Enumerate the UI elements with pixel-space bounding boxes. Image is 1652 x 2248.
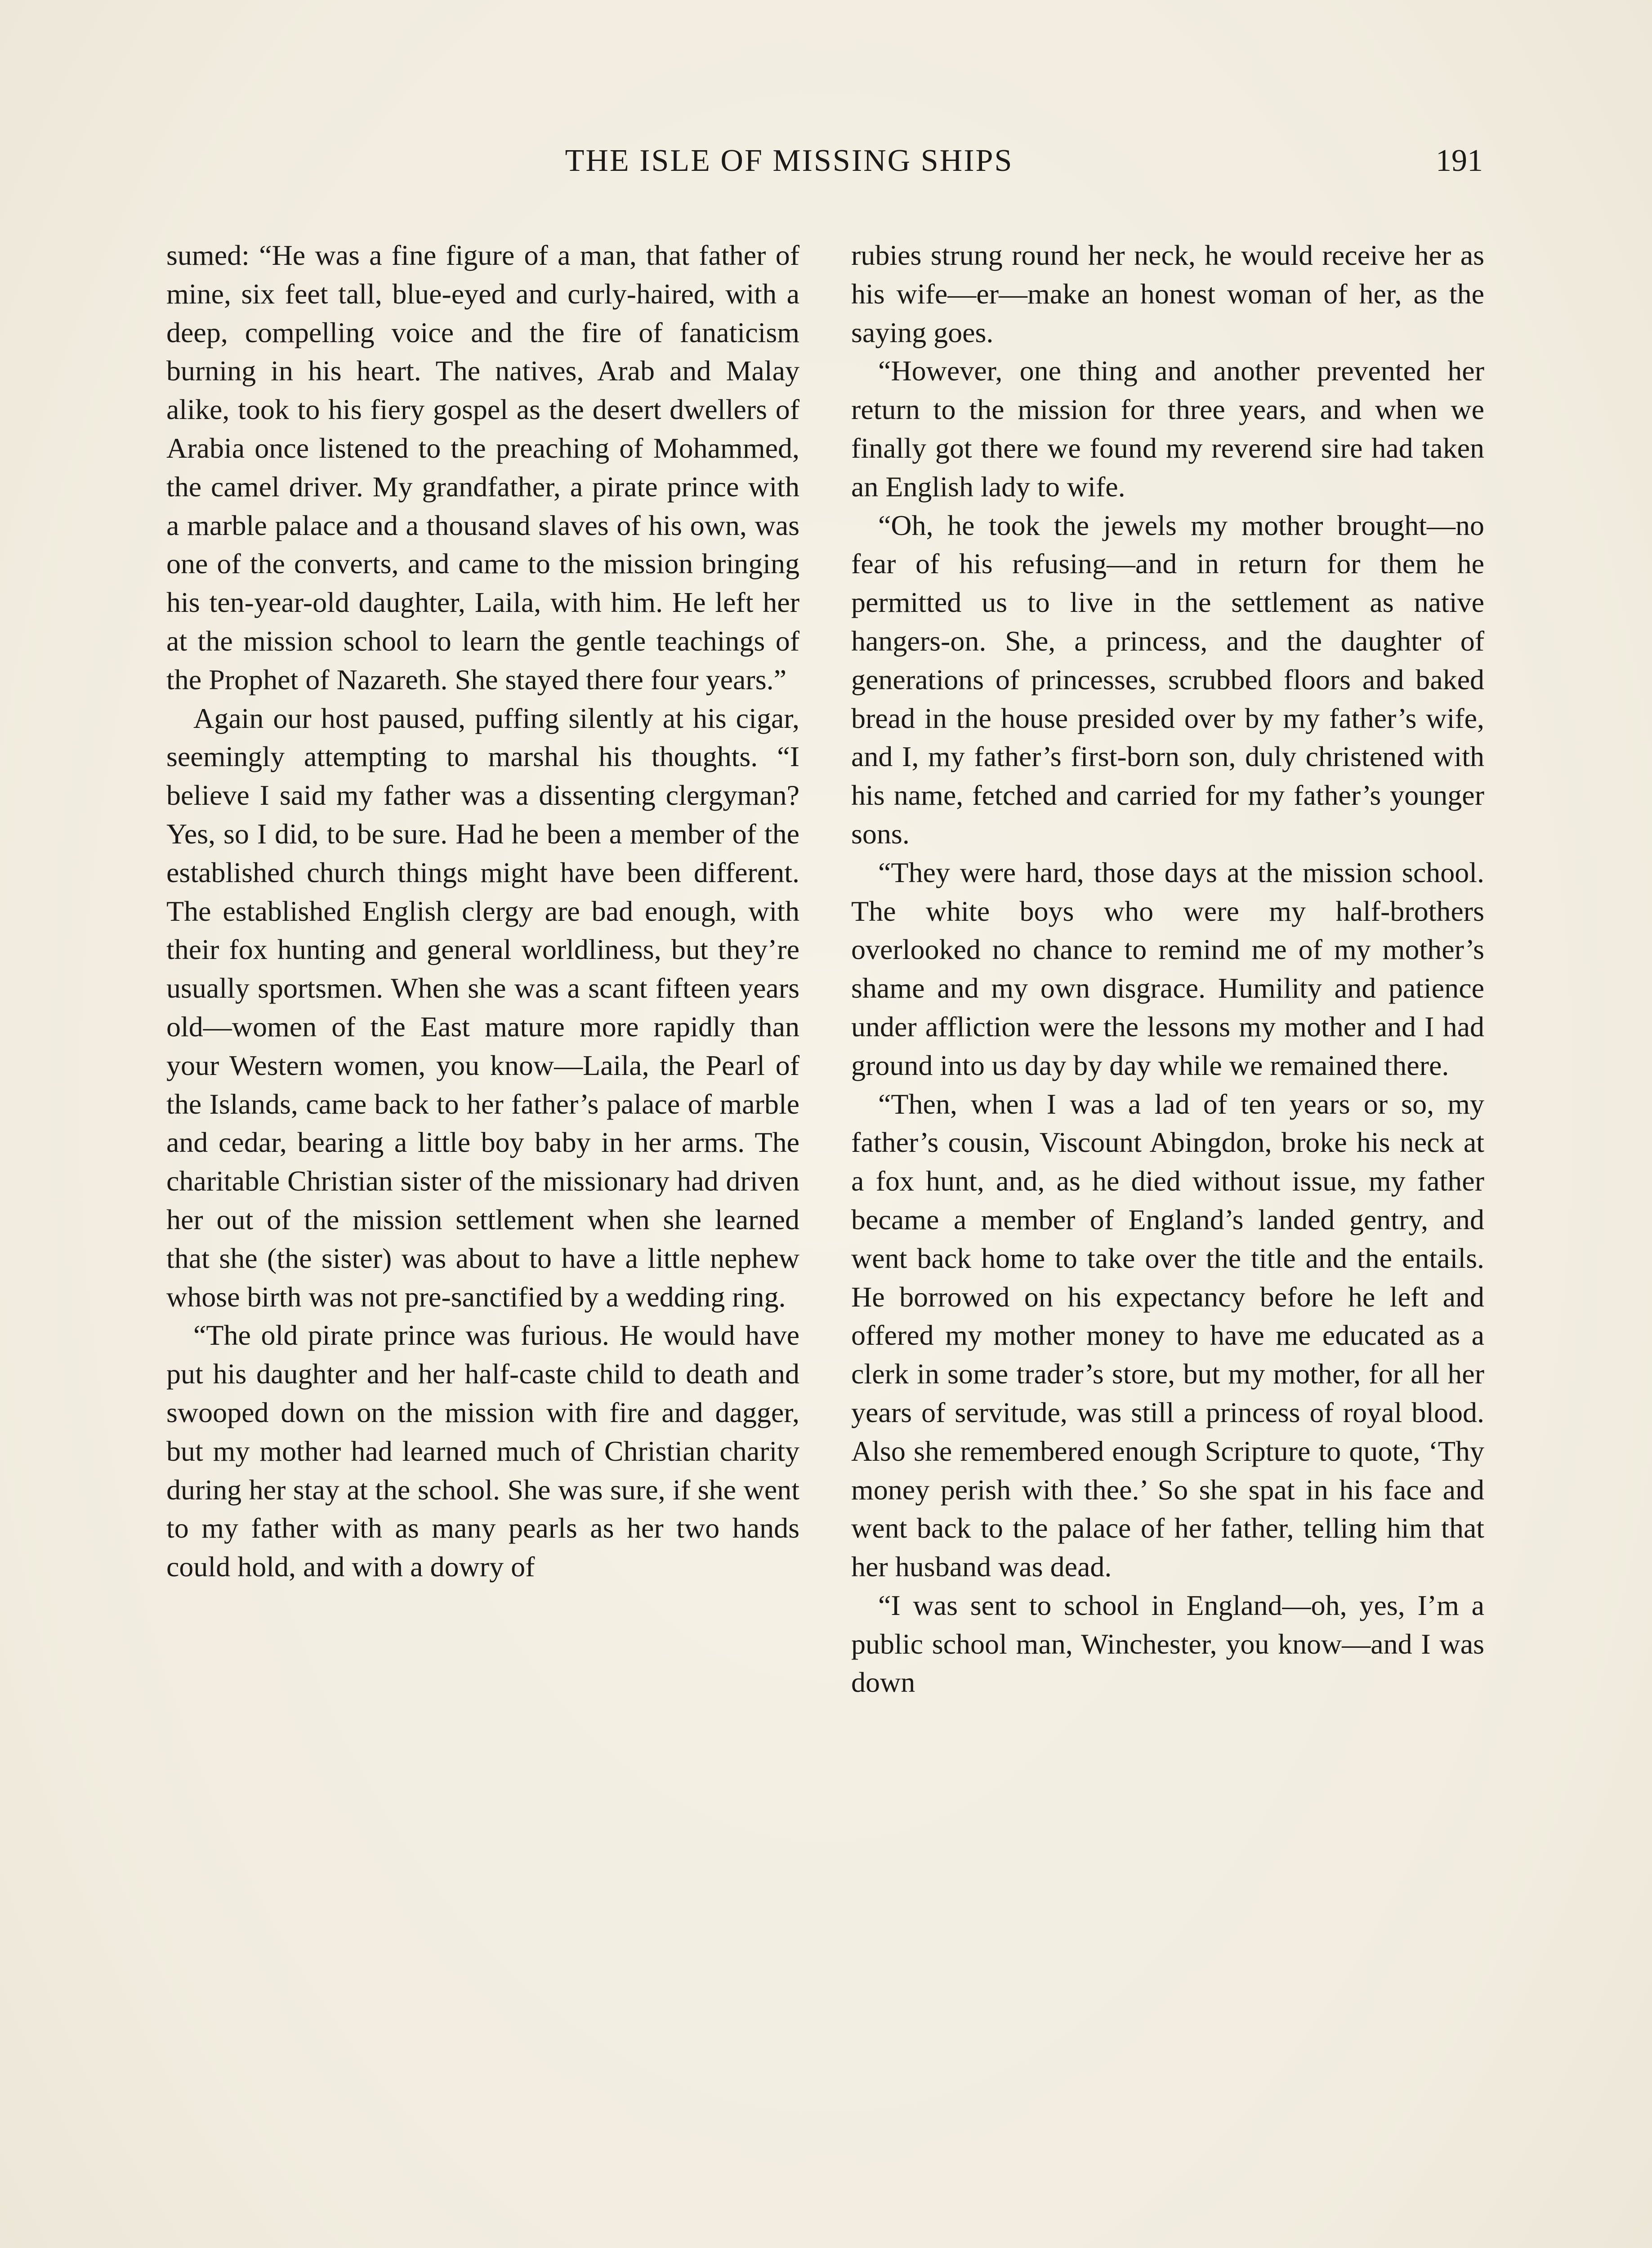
left-text-column [166,236,799,1586]
paragraph: “Oh, he took the jewels my mother brought—no fear of his refusing—and in return for them he permitted us to live in the settlement as native hangers-on. She, a princess, and the daughter of generations of princesses, scrubbed floors and baked bread in the house presided over by my father’s wife, and I, my father’s first-born son, duly christened with his name, fetched and carried for my father’s younger sons. [851,509,1484,850]
paragraph: rubies strung round her neck, he would receive her as his wife—er—make an honest woman of her, as the saying goes. [851,239,1484,348]
paragraph: “However, one thing and another prevented her return to the mission for three years, and when we finally got there we found my reverend sire had taken an English lady to wife. [851,355,1484,503]
running-head-title: THE ISLE OF MISSING SHIPS [565,143,1014,178]
paragraph: “They were hard, those days at the mission school. The white boys who were my half-brothers overlooked no chance to remind me of my mother’s shame and my own disgrace. Humility and patience under affliction were the lessons my mother and I had ground into us day by day while we remained there. [851,856,1484,1081]
paragraph: Again our host paused, puffing silently at his cigar, seemingly attempting to marshal his thoughts. “I believe I said my father was a dissenting clergyman? Yes, so I did, to be sure. Had he been a member of the established church things might have been different. The established English clergy are bad enough, with their fox hunting and general worldliness, but they’re usually sportsmen. When she was a scant fifteen years old—women of the East mature more rapidly than your Western women, you know—Laila, the Pearl of the Islands, came back to her father’s palace of marble and cedar, bearing a little boy baby in her arms. The charitable Christian sister of the missionary had driven her out of the mission settlement when she learned that she (the sister) was about to have a little nephew whose birth was not pre-sanctified by a wedding ring. [166,702,799,1313]
paragraph: “I was sent to school in England—oh, yes, I’m a public school man, Winchester, you know—and I was down [851,1589,1484,1699]
paragraph: “The old pirate prince was furious. He would have put his daughter and her half-caste child to death and swooped down on the mission with fire and dagger, but my mother had learned much of Christian charity during her stay at the school. She was sure, if she went to my father with as many pearls as her two hands could hold, and with a dowry of [166,1319,799,1583]
page-number: 191 [1436,143,1483,178]
right-text-column [851,236,1484,1702]
paragraph: “Then, when I was a lad of ten years or so, my father’s cousin, Viscount Abingdon, broke his neck at a fox hunt, and, as he died without issue, my father became a member of England’s landed gentry, and went back home to take over the title and the entails. He borrowed on his expectancy before he left and offered my mother money to have me educated as a clerk in some trader’s store, but my mother, for all her years of servitude, was still a princess of royal blood. Also she remembered enough Scripture to quote, ‘Thy money perish with thee.’ So she spat in his face and went back to the palace of her father, telling him that her husband was dead. [851,1088,1484,1583]
paragraph: sumed: “He was a fine figure of a man, that father of mine, six feet tall, blue-eyed and curly-haired, with a deep, compelling voice and the fire of fanaticism burning in his heart. The natives, Arab and Malay alike, took to his fiery gospel as the desert dwellers of Arabia once listened to the preaching of Mohammed, the camel driver. My grandfather, a pirate prince with a marble palace and a thousand slaves of his own, was one of the converts, and came to the mission bringing his ten-year-old daughter, Laila, with him. He left her at the mission school to learn the gentle teachings of the Prophet of Nazareth. She stayed there four years.” [166,239,799,696]
